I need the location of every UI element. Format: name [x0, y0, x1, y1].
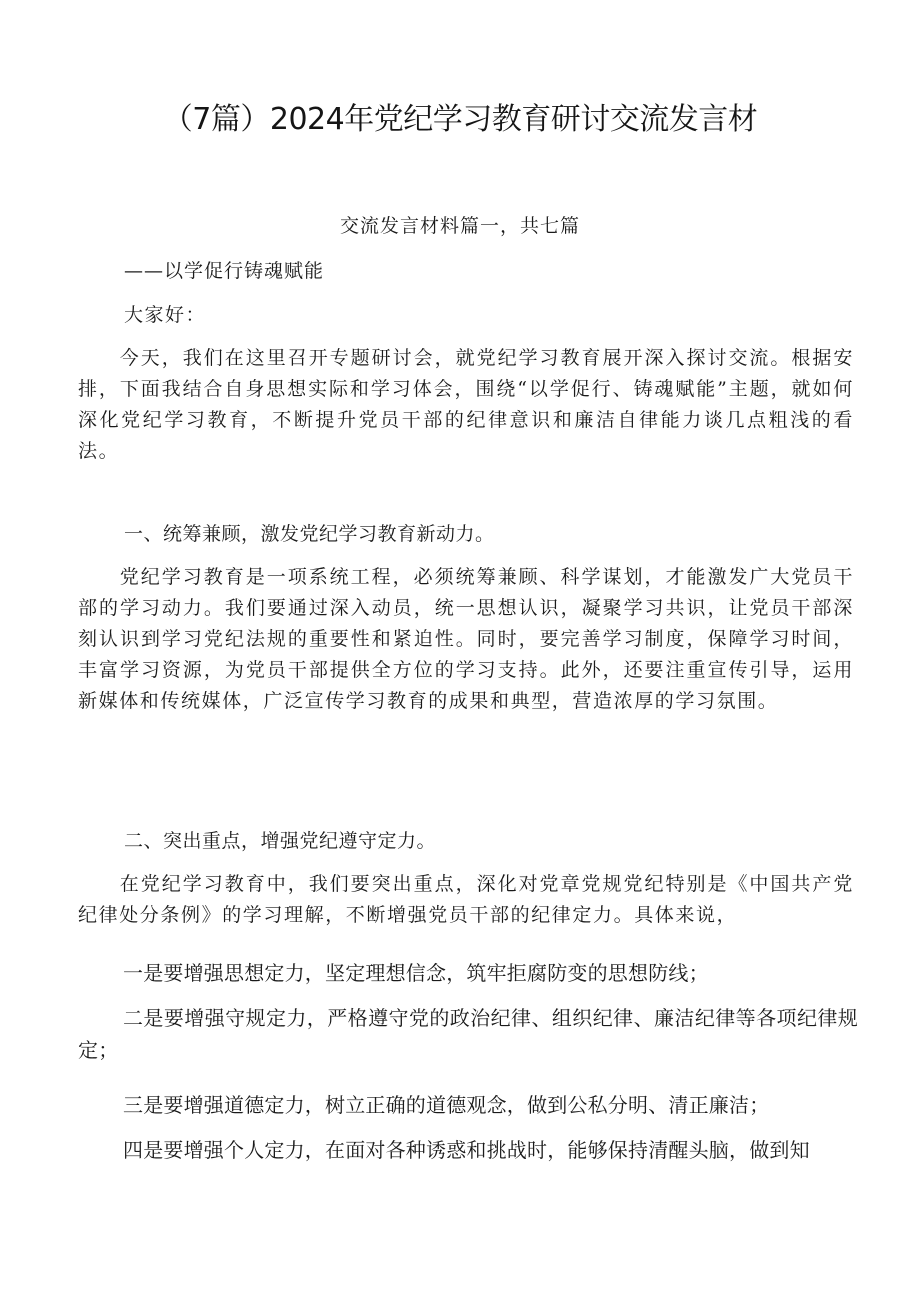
section-2-paragraph: 在党纪学习教育中，我们要突出重点，深化对党章党规党纪特别是《中国共产党纪律处分条例》的学习理解，不断增强党员干部的纪律定力。具体来说，: [78, 873, 854, 926]
intro-paragraph: 今天，我们在这里召开专题研讨会，就党纪学习教育展开深入探讨交流。根据安排，下面我结合自身思想实际和学习体会，围绕“以学促行、铸魂赋能”主题，就如何深化党纪学习教育，不断提升党员干部的纪律意识和廉洁自律能力谈几点粗浅的看法。: [78, 347, 854, 462]
greeting: 大家好：: [124, 304, 207, 326]
section-1-heading: 一、统筹兼顾，激发党纪学习教育新动力。: [124, 523, 495, 545]
point-item: 二是要增强守规定力，严格遵守党的政治纪律、组织纪律、廉洁纪律等各项纪律规定；: [78, 1006, 858, 1062]
section-2-heading: 二、突出重点，增强党纪遵守定力。: [124, 830, 437, 852]
point-item: 一是要增强思想定力，坚定理想信念，筑牢拒腐防变的思想防线；: [123, 961, 709, 985]
section-1-paragraph: 党纪学习教育是一项系统工程，必须统筹兼顾、科学谋划，才能激发广大党员干部的学习动力。我们要通过深入动员，统一思想认识，凝聚学习共识，让党员干部深刻认识到学习党纪法规的重要性和紧迫性。同时，要完善学习制度，保障学习时间，丰富学习资源，为党员干部提供全方位的学习支持。此外，还要注重宣传引导，运用新媒体和传统媒体，广泛宣传学习教育的成果和典型，营造浓厚的学习氛围。: [78, 566, 854, 712]
document-tagline: ——以学促行铸魂赋能: [124, 260, 325, 282]
point-item: 三是要增强道德定力，树立正确的道德观念，做到公私分明、清正廉洁；: [123, 1093, 770, 1117]
document-subtitle: 交流发言材料篇一，共七篇: [339, 215, 580, 237]
document-title: （7篇）2024年党纪学习教育研讨交流发言材: [162, 102, 758, 137]
point-item: 四是要增强个人定力，在面对各种诱惑和挑战时，能够保持清醒头脑，做到知: [123, 1138, 810, 1162]
